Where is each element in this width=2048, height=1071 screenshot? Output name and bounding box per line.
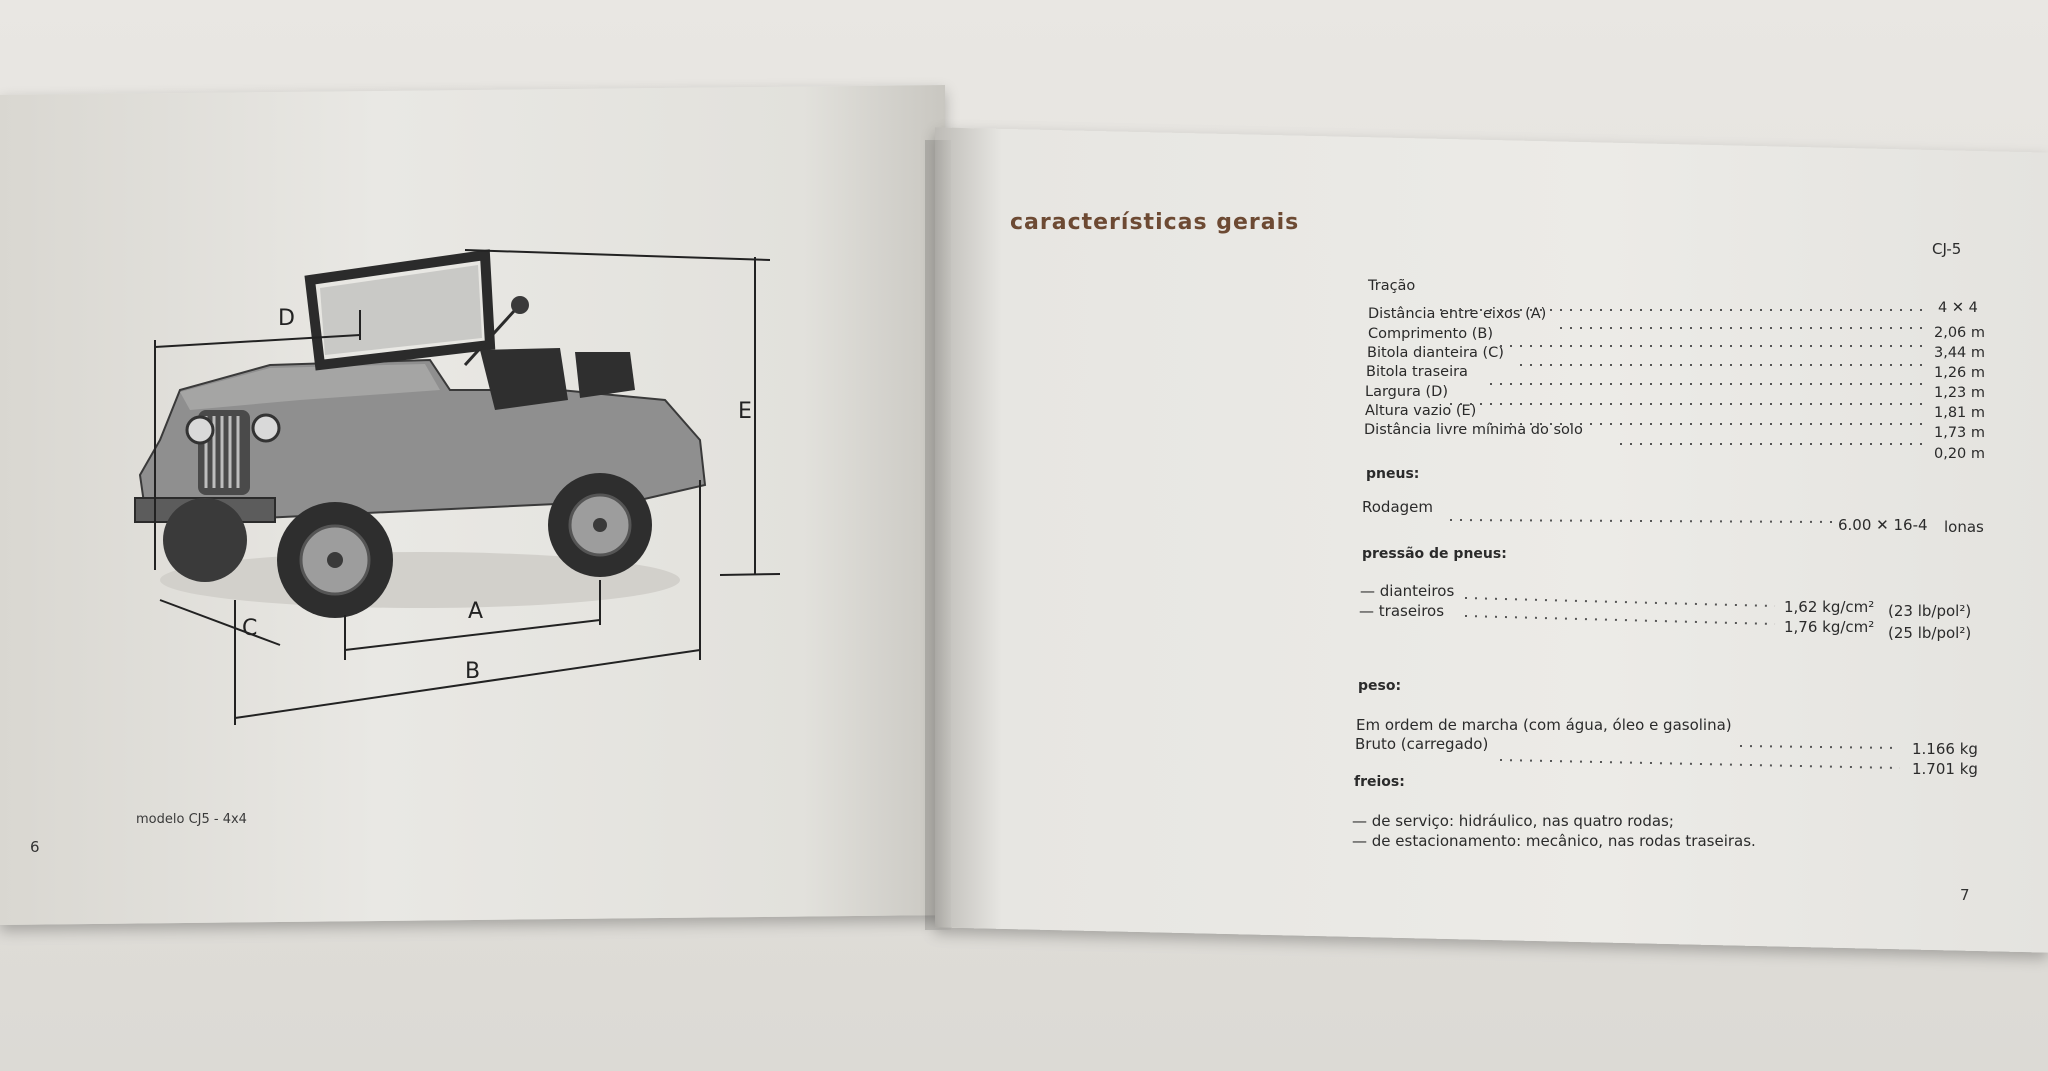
spec-value: 4 ✕ 4 (1938, 300, 1978, 316)
front-wheel-left (163, 498, 247, 582)
dimension-label-a: A (468, 599, 484, 624)
pressure-value-rear: 1,76 kg/cm² (1784, 618, 1875, 636)
tires-heading: pneus: (1366, 466, 1420, 482)
brakes-line: — de estacionamento: mecânico, nas rodas traseiras. (1352, 832, 1756, 850)
book-gutter (925, 140, 951, 930)
page-number-right: 7 (1960, 886, 1970, 904)
pressure-value-front: 1,62 kg/cm² (1784, 598, 1875, 616)
model-code: CJ-5 (1932, 240, 1962, 258)
spec-value: 3,44 m (1934, 345, 1986, 361)
dimension-label-c: C (242, 616, 258, 641)
brakes-heading: freios: (1354, 774, 1405, 790)
tires-leader (1450, 510, 1840, 530)
pressure-leaders (1465, 590, 1785, 630)
tires-label: Rodagem (1362, 498, 1434, 516)
spec-label: Altura vazio (E) (1365, 403, 1477, 419)
pressure-heading: pressão de pneus: (1362, 546, 1507, 562)
weight-leaders (1500, 740, 1910, 770)
dimension-label-d: D (278, 306, 295, 331)
weight-value-gross: 1.701 kg (1912, 760, 1978, 778)
page-title: características gerais (1010, 210, 1300, 235)
spec-value: 2,06 m (1934, 325, 1986, 341)
spec-label: Largura (D) (1365, 384, 1448, 400)
jeep-illustration (120, 240, 800, 760)
model-caption: modelo CJ5 - 4x4 (136, 812, 247, 827)
spec-label: Bitola dianteira (C) (1367, 345, 1504, 361)
spec-value: 0,20 m (1934, 446, 1986, 462)
spec-label: Comprimento (B) (1368, 326, 1493, 342)
spec-value: 1,81 m (1934, 405, 1986, 421)
spec-value: 1,73 m (1934, 425, 1986, 441)
pressure-label-rear: — traseiros (1359, 602, 1445, 620)
tires-unit: lonas (1944, 518, 1984, 536)
pressure-alt-rear: (25 lb/pol²) (1888, 624, 1972, 642)
spec-label: Distância livre mínima do solo (1364, 422, 1583, 438)
front-wheel (277, 502, 393, 618)
spec-label: Distância entre eixos (A) (1368, 306, 1547, 322)
pressure-alt-front: (23 lb/pol²) (1888, 602, 1972, 620)
weight-heading: peso: (1358, 678, 1402, 694)
pressure-label-front: — dianteiros (1360, 582, 1455, 600)
spec-value: 1,26 m (1934, 365, 1986, 381)
weight-label-running: Em ordem de marcha (com água, óleo e gasolina) (1356, 716, 1732, 734)
dimension-label-e: E (738, 399, 752, 424)
rear-wheel (548, 473, 652, 577)
spec-label: Bitola traseira (1366, 364, 1468, 380)
page-number-left: 6 (30, 838, 40, 856)
dimension-label-b: B (465, 659, 481, 684)
brakes-line: — de serviço: hidráulico, nas quatro rodas; (1352, 812, 1674, 830)
spec-value: 1,23 m (1934, 385, 1986, 401)
spec-label: Tração (1368, 278, 1416, 294)
tires-value: 6.00 ✕ 16-4 (1838, 516, 1928, 534)
weight-label-gross: Bruto (carregado) (1355, 735, 1489, 753)
dot-leaders (1420, 288, 1940, 478)
weight-value-running: 1.166 kg (1912, 740, 1978, 758)
